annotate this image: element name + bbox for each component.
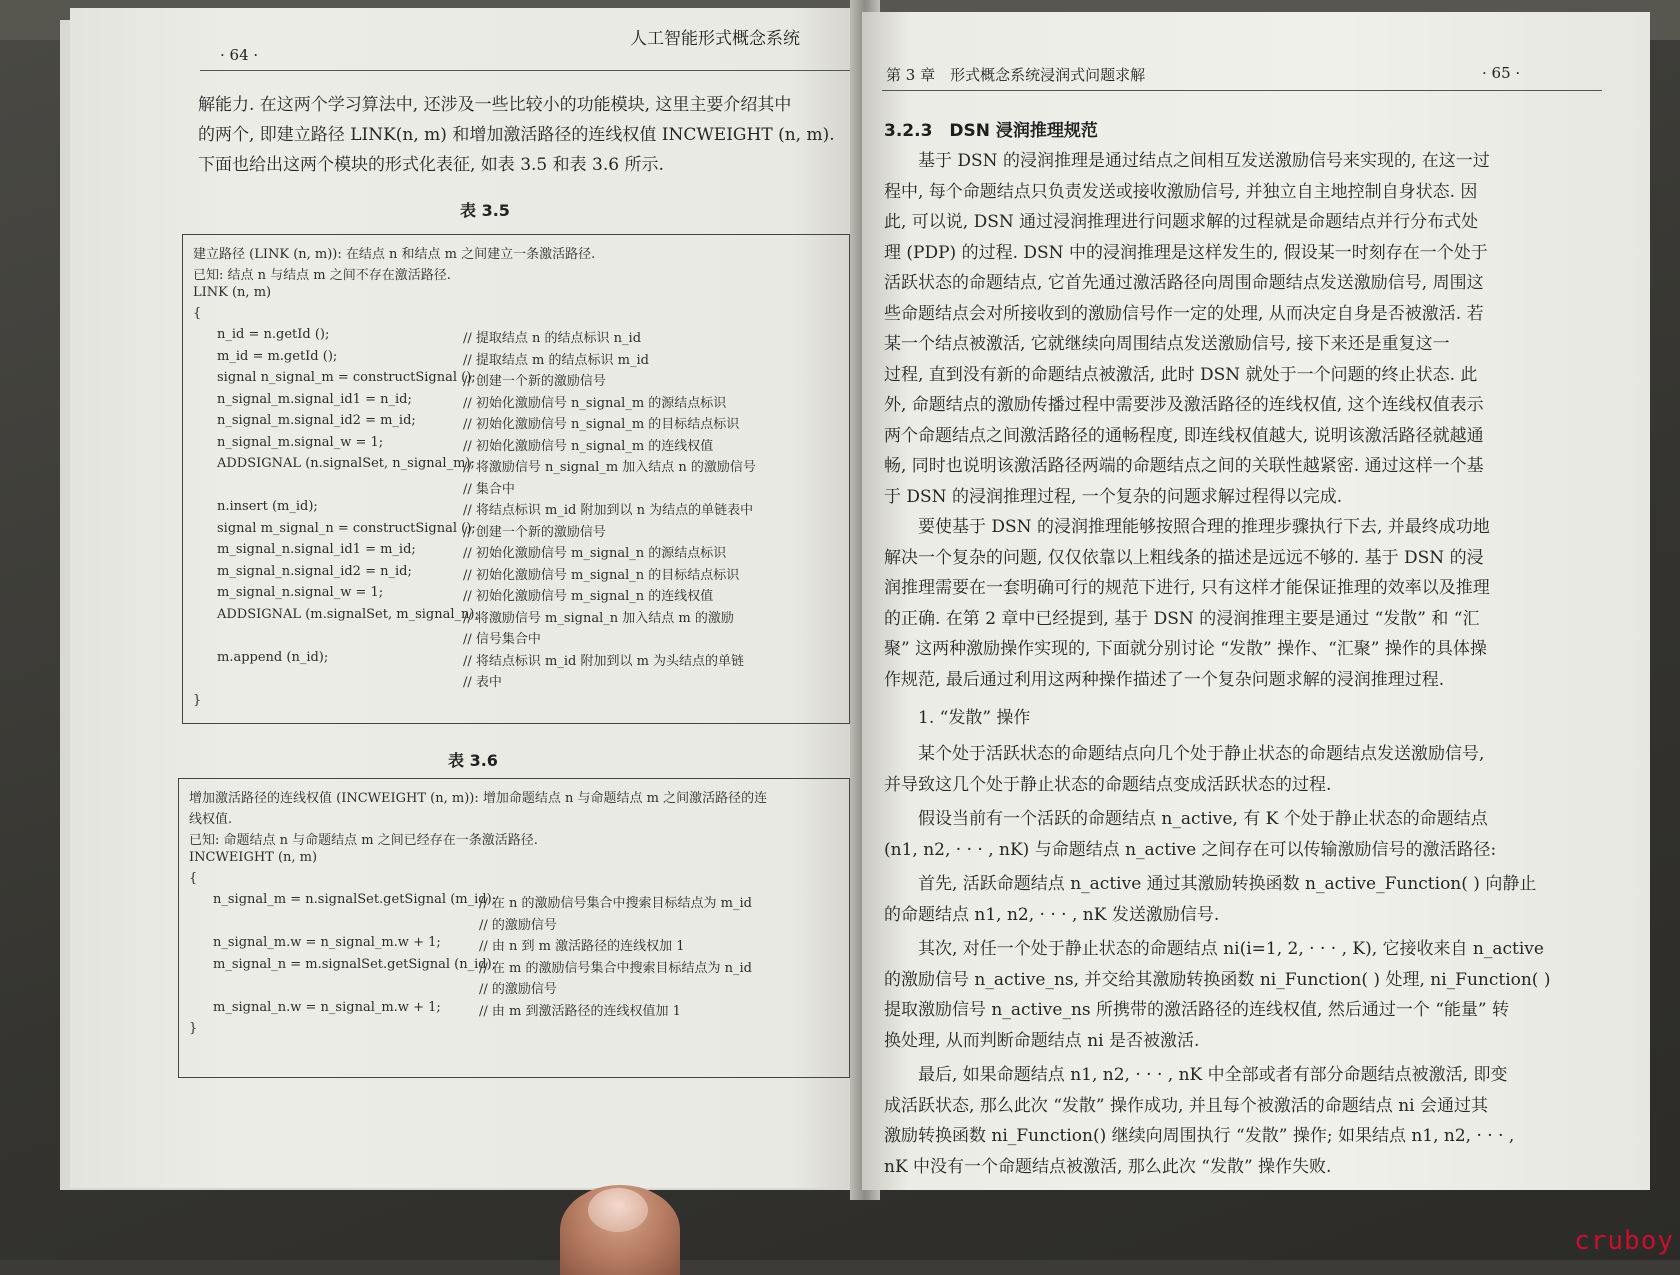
body-line: 激励转换函数 ni_Function() 继续向周围执行 “发散” 操作; 如果结点 n1, n2, · · · ,	[884, 1126, 1515, 1146]
table-header-line: {	[193, 306, 202, 321]
body-line: 活跃状态的命题结点, 它首先通过激活路径向周围命题结点发送激励信号, 周围这	[884, 273, 1484, 293]
code-line: n.insert (m_id);	[217, 499, 318, 514]
code-comment: // 初始化激励信号 n_signal_m 的源结点标识	[463, 395, 727, 411]
closing-brace: }	[193, 692, 202, 708]
body-line: 的激励信号 n_active_ns, 并交给其激励转换函数 ni_Function( ) 处理, ni_Function( )	[884, 969, 1551, 990]
code-comment: // 提取结点 n 的结点标识 n_id	[463, 331, 642, 346]
code-comment: // 创建一个新的激励信号	[463, 374, 606, 389]
body-line: 换处理, 从而判断命题结点 ni 是否被激活.	[884, 1030, 1200, 1051]
code-comment: // 初始化激励信号 m_signal_n 的连线权值	[463, 589, 714, 604]
code-comment: // 将结点标识 m_id 附加到以 m 为头结点的单链	[463, 653, 745, 669]
body-line: 两个命题结点之间激活路径的通畅程度, 即连线权值越大, 说明该激活路径就越通	[884, 425, 1484, 446]
code-line: n_signal_m = n.signalSet.getSignal (m_id);	[213, 892, 497, 907]
code-line: m.append (n_id);	[217, 649, 329, 665]
running-title: 人工智能形式概念系统	[630, 29, 800, 49]
body-line: 过程, 直到没有新的命题结点被激活, 此时 DSN 就处于一个问题的终止状态. 此	[884, 364, 1478, 385]
code-line: n_signal_m.w = n_signal_m.w + 1;	[213, 935, 441, 950]
table-header-line: 线权值.	[189, 812, 233, 827]
code-comment: // 的激励信号	[479, 917, 557, 933]
body-line: 此, 可以说, DSN 通过浸润推理进行问题求解的过程就是命题结点并行分布式处	[884, 212, 1479, 232]
code-comment: // 集合中	[463, 481, 515, 497]
code-comment: // 初始化激励信号 m_signal_n 的目标结点标识	[463, 567, 740, 583]
code-line: m_signal_n = m.signalSet.getSignal (n_id);	[213, 956, 497, 972]
code-comment: // 在 m 的激励信号集合中搜索目标结点为 n_id	[479, 960, 752, 976]
body-line: 程中, 每个命题结点只负责发送或接收激励信号, 并独立自主地控制自身状态. 因	[884, 181, 1478, 202]
code-comment: // 将结点标识 m_id 附加到以 n 为结点的单链表中	[463, 503, 754, 518]
body-line: 其次, 对任一个处于静止状态的命题结点 ni(i=1, 2, · · · , K), 它接收来自 n_active	[918, 939, 1544, 959]
body-line: 假设当前有一个活跃的命题结点 n_active, 有 K 个处于静止状态的命题结点	[918, 809, 1488, 829]
table-3-6	[178, 778, 850, 1078]
page-number-left: · 64 ·	[220, 46, 259, 64]
table-header-line: LINK (n, m)	[193, 285, 272, 300]
code-line: m_signal_n.signal_id2 = n_id;	[217, 563, 412, 579]
section-heading: 3.2.3 DSN 浸润推理规范	[884, 121, 1098, 141]
body-line: 最后, 如果命题结点 n1, n2, · · · , nK 中全部或者有部分命题结点被激活, 即变	[918, 1065, 1508, 1085]
body-line: 些命题结点会对所接收到的激励信号作一定的处理, 从而决定自身是否被激活. 若	[884, 303, 1484, 324]
body-line: 某一个结点被激活, 它就继续向周围结点发送激励信号, 接下来还是重复这一	[884, 334, 1450, 354]
table-3-5-caption: 表 3.5	[460, 201, 510, 220]
code-comment: // 初始化激励信号 n_signal_m 的连线权值	[463, 438, 714, 454]
code-comment: // 将激励信号 m_signal_n 加入结点 m 的激励	[463, 610, 734, 626]
code-line: m_id = m.getId ();	[217, 348, 338, 364]
code-line: m_signal_n.signal_w = 1;	[217, 585, 384, 600]
header-rule-right	[882, 90, 1602, 91]
body-line: 并导致这几个处于静止状态的命题结点变成活跃状态的过程.	[884, 774, 1332, 795]
code-comment: // 在 n 的激励信号集合中搜索目标结点为 m_id	[479, 896, 752, 911]
code-line: m_signal_n.signal_id1 = m_id;	[217, 542, 416, 557]
code-line: n_signal_m.signal_w = 1;	[217, 434, 384, 450]
body-line: 某个处于活跃状态的命题结点向几个处于静止状态的命题结点发送激励信号,	[918, 744, 1485, 764]
body-line: 首先, 活跃命题结点 n_active 通过其激励转换函数 n_active_Function( ) 向静止	[918, 874, 1537, 894]
code-comment: // 初始化激励信号 m_signal_n 的源结点标识	[463, 546, 727, 561]
body-line: 解决一个复杂的问题, 仅仅依靠以上粗线条的描述是远远不够的. 基于 DSN 的浸	[884, 547, 1484, 568]
code-comment: // 提取结点 m 的结点标识 m_id	[463, 352, 649, 368]
body-line: 畅, 同时也说明该激活路径两端的命题结点之间的关联性越紧密. 通过这样一个基	[884, 456, 1484, 476]
body-line: 提取激励信号 n_active_ns 所携带的激活路径的连线权值, 然后通过一个 “能量” 转	[884, 1000, 1510, 1020]
table-header-line: 已知: 结点 n 与结点 m 之间不存在激活路径.	[193, 268, 451, 283]
table-header-line: 增加激活路径的连线权值 (INCWEIGHT (n, m)): 增加命题结点 n 与命题结点 m 之间激活路径的连	[189, 791, 768, 806]
code-line: ADDSIGNAL (m.signalSet, m_signal_n);	[217, 606, 479, 622]
code-comment: // 由 n 到 m 激活路径的连线权加 1	[479, 939, 685, 954]
thumbnail-nail	[588, 1188, 648, 1232]
code-line: n_signal_m.signal_id1 = n_id;	[217, 391, 412, 407]
code-line: signal n_signal_m = constructSignal ();	[217, 370, 476, 385]
closing-brace: }	[189, 1021, 198, 1036]
code-comment: // 表中	[463, 675, 502, 690]
page-number-right: · 65 ·	[1482, 64, 1521, 82]
table-3-5	[182, 234, 850, 724]
running-chapter: 第 3 章 形式概念系统浸润式问题求解	[886, 66, 1146, 84]
code-comment: // 将激励信号 n_signal_m 加入结点 n 的激励信号	[463, 460, 756, 475]
code-line: n_id = n.getId ();	[217, 327, 330, 342]
table-header-line: 建立路径 (LINK (n, m)): 在结点 n 和结点 m 之间建立一条激活路径.	[193, 247, 596, 262]
body-line: 聚” 这两种激励操作实现的, 下面就分别讨论 “发散” 操作、“汇聚” 操作的具体操	[884, 639, 1487, 659]
intro-line: 解能力. 在这两个学习算法中, 还涉及一些比较小的功能模块, 这里主要介绍其中	[198, 95, 792, 115]
intro-line: 下面也给出这两个模块的形式化表征, 如表 3.5 和表 3.6 所示.	[198, 155, 664, 175]
body-line: 的命题结点 n1, n2, · · · , nK 发送激励信号.	[884, 904, 1220, 925]
code-comment: // 创建一个新的激励信号	[463, 524, 606, 540]
body-line: 润推理需要在一套明确可行的规范下进行, 只有这样才能保证推理的效率以及推理	[884, 578, 1490, 598]
body-line: (n1, n2, · · · , nK) 与命题结点 n_active 之间存在可以传输激励信号的激活路径:	[884, 839, 1497, 860]
body-line: 作规范, 最后通过利用这两种操作描述了一个复杂问题求解的浸润推理过程.	[884, 669, 1445, 690]
body-line: 要使基于 DSN 的浸润推理能够按照合理的推理步骤执行下去, 并最终成功地	[918, 517, 1490, 537]
intro-line: 的两个, 即建立路径 LINK(n, m) 和增加激活路径的连线权值 INCWEIGHT (n, m).	[198, 125, 835, 145]
left-page	[70, 8, 870, 1188]
body-line: 的正确. 在第 2 章中已经提到, 基于 DSN 的浸润推理主要是通过 “发散” 和 “汇	[884, 608, 1480, 629]
watermark: cruboy	[1574, 1226, 1674, 1256]
body-line: 于 DSN 的浸润推理过程, 一个复杂的问题求解过程得以完成.	[884, 486, 1343, 507]
body-line: nK 中没有一个命题结点被激活, 那么此次 “发散” 操作失败.	[884, 1156, 1332, 1177]
body-line: 理 (PDP) 的过程. DSN 中的浸润推理是这样发生的, 假设某一时刻存在一个处于	[884, 242, 1488, 263]
table-header-line: 已知: 命题结点 n 与命题结点 m 之间已经存在一条激活路径.	[189, 833, 538, 848]
code-comment: // 由 m 到激活路径的连线权值加 1	[479, 1003, 681, 1019]
header-rule-left	[200, 70, 850, 71]
body-line: 成活跃状态, 那么此次 “发散” 操作成功, 并且每个被激活的命题结点 ni 会通过其	[884, 1095, 1488, 1116]
code-comment: // 初始化激励信号 n_signal_m 的目标结点标识	[463, 417, 740, 432]
table-header-line: INCWEIGHT (n, m)	[189, 850, 318, 865]
code-line: ADDSIGNAL (n.signalSet, n_signal_m);	[217, 456, 475, 471]
table-header-line: {	[189, 871, 198, 886]
code-comment: // 信号集合中	[463, 632, 541, 647]
right-page	[862, 12, 1650, 1190]
body-line: 基于 DSN 的浸润推理是通过结点之间相互发送激励信号来实现的, 在这一过	[918, 151, 1490, 171]
subheading: 1. “发散” 操作	[918, 708, 1031, 728]
body-line: 外, 命题结点的激励传播过程中需要涉及激活路径的连线权值, 这个连线权值表示	[884, 395, 1484, 415]
code-line: m_signal_n.w = n_signal_m.w + 1;	[213, 999, 441, 1015]
table-3-6-caption: 表 3.6	[448, 751, 498, 770]
code-line: n_signal_m.signal_id2 = m_id;	[217, 413, 416, 428]
code-comment: // 的激励信号	[479, 982, 557, 997]
code-line: signal m_signal_n = constructSignal ();	[217, 520, 476, 536]
